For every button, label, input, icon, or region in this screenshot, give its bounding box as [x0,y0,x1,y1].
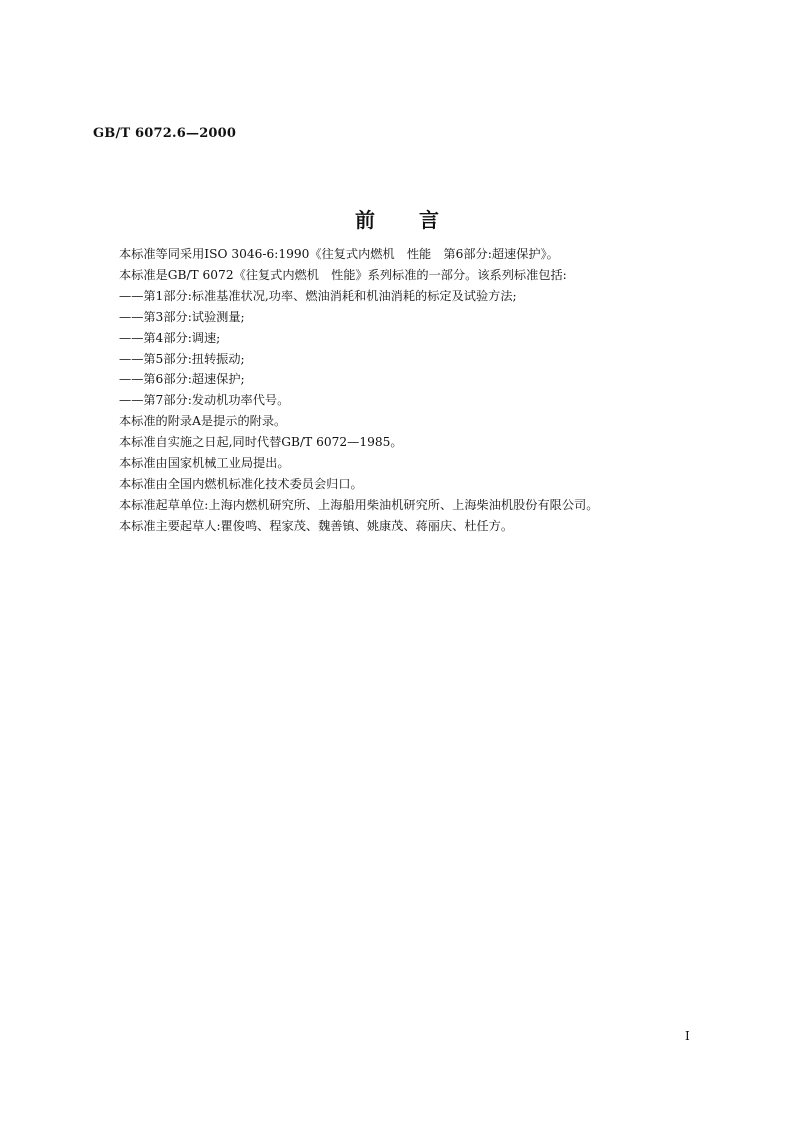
list-item-part-6: ——第6部分:超速保护; [119,372,245,387]
list-item-part-4: ——第4部分:调速; [119,330,221,345]
page-title: 前言 [355,208,483,232]
foreword-body [119,244,679,537]
paragraph-adoption: 本标准等同采用ISO 3046-6:1990《往复式内燃机 性能 第6部分:超速保护》。 [119,247,559,261]
paragraph-appendix: 本标准的附录A是提示的附录。 [119,414,287,429]
list-item-part-5: ——第5部分:扭转振动; [119,351,245,366]
paragraph-drafters: 本标准主要起草人:瞿俊鸣、程家茂、魏善镇、姚康茂、蒋丽庆、杜任方。 [119,518,514,533]
page-number: I [685,1029,690,1043]
list-item-part-1: ——第1部分:标准基准状况,功率、燃油消耗和机油消耗的标定及试验方法; [119,288,517,303]
paragraph-series: 本标准是GB/T 6072《往复式内燃机 性能》系列标准的一部分。该系列标准包括: [119,267,567,282]
paragraph-committee: 本标准由全国内燃机标准化技术委员会归口。 [119,476,363,491]
paragraph-replacement: 本标准自实施之日起,同时代替GB/T 6072—1985。 [119,435,403,450]
paragraph-drafting-units: 本标准起草单位:上海内燃机研究所、上海船用柴油机研究所、上海柴油机股份有限公司。 [119,497,599,512]
paragraph-proposer: 本标准由国家机械工业局提出。 [119,456,290,471]
list-item-part-7: ——第7部分:发动机功率代号。 [119,393,290,408]
standard-code: GB/T 6072.6—2000 [93,126,237,141]
list-item-part-3: ——第3部分:试验测量; [119,309,245,324]
